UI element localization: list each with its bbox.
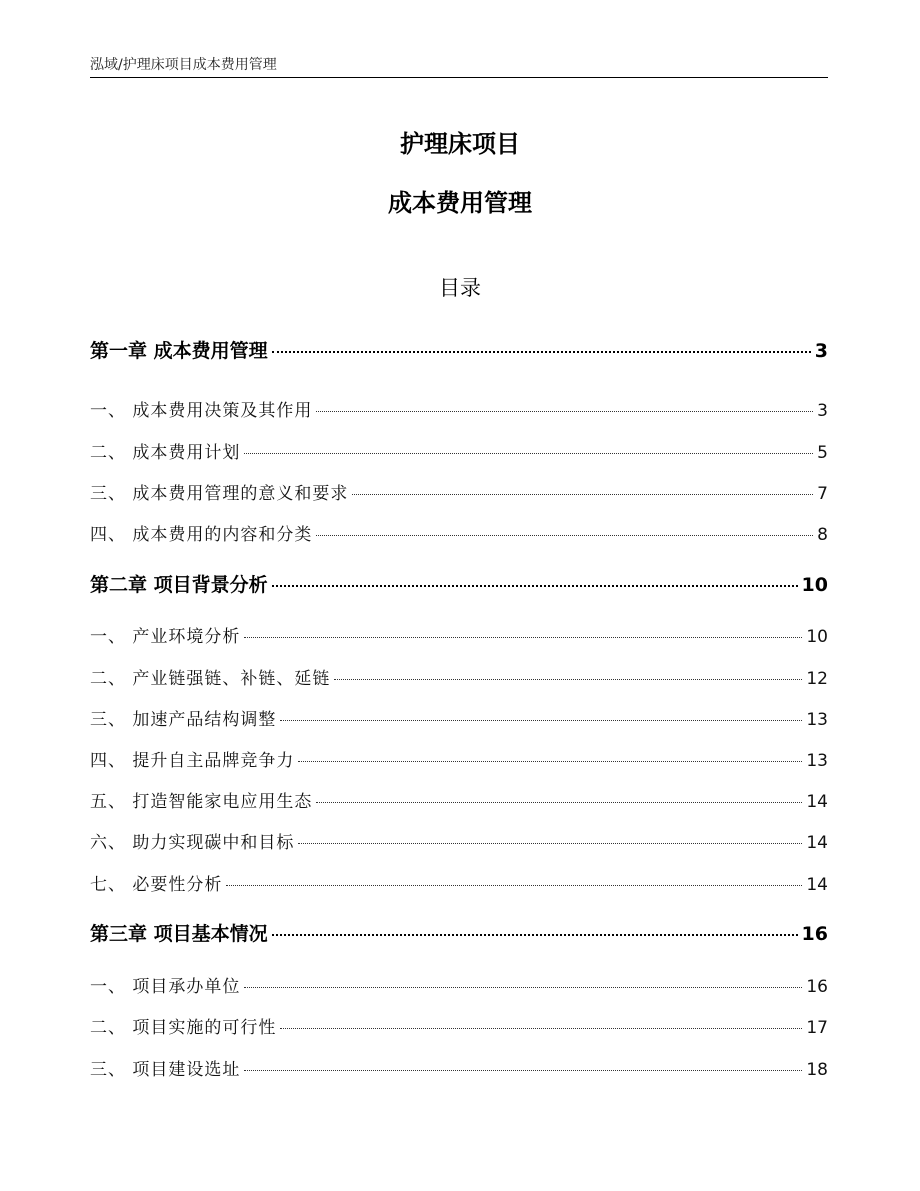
toc-entry-label: 一、 项目承办单位 (90, 977, 241, 997)
toc-entry-label: 三、 成本费用管理的意义和要求 (90, 484, 349, 504)
toc-entry-label: 第三章 项目基本情况 (90, 923, 268, 945)
toc-section-entry[interactable] (90, 396, 828, 421)
toc-section-entry[interactable] (90, 972, 828, 997)
toc-entry-label: 一、 产业环境分析 (90, 627, 241, 647)
toc-page-number: 7 (817, 484, 828, 504)
toc-page-number: 17 (806, 1018, 828, 1038)
toc-chapter-entry[interactable] (90, 919, 828, 946)
toc-dot-leader (316, 411, 813, 412)
toc-page-number: 13 (806, 751, 828, 771)
toc-page-number: 13 (806, 710, 828, 730)
toc-dot-leader (280, 1028, 802, 1029)
toc-dot-leader (226, 885, 802, 886)
toc-entry-label: 二、 项目实施的可行性 (90, 1018, 277, 1038)
toc-section-entry[interactable] (90, 438, 828, 463)
toc-page-number: 14 (806, 792, 828, 812)
toc-page-number: 8 (817, 525, 828, 545)
toc-entry-label: 三、 项目建设选址 (90, 1060, 241, 1080)
toc-dot-leader (280, 720, 802, 721)
toc-dot-leader (244, 637, 802, 638)
toc-section-entry[interactable] (90, 479, 828, 504)
toc-entry-label: 三、 加速产品结构调整 (90, 710, 277, 730)
toc-page-number: 16 (801, 923, 828, 945)
toc-page-number: 3 (817, 401, 828, 421)
toc-entry-label: 二、 成本费用计划 (90, 443, 241, 463)
toc-entry-label: 五、 打造智能家电应用生态 (90, 792, 313, 812)
toc-page-number: 14 (806, 833, 828, 853)
toc-dot-leader (316, 802, 802, 803)
toc-page-number: 5 (817, 443, 828, 463)
toc-entry-label: 一、 成本费用决策及其作用 (90, 401, 313, 421)
toc-page-number: 10 (806, 627, 828, 647)
toc-entry-label: 第一章 成本费用管理 (90, 340, 268, 362)
toc-dot-leader (244, 1070, 802, 1071)
toc-dot-leader (316, 535, 813, 536)
toc-section-entry[interactable] (90, 828, 828, 853)
toc-dot-leader (244, 453, 813, 454)
toc-entry-label: 四、 提升自主品牌竞争力 (90, 751, 295, 771)
toc-entry-label: 六、 助力实现碳中和目标 (90, 833, 295, 853)
toc-section-entry[interactable] (90, 787, 828, 812)
toc-section-entry[interactable] (90, 520, 828, 545)
toc-page-number: 12 (806, 669, 828, 689)
toc-section-entry[interactable] (90, 746, 828, 771)
toc-page-number: 10 (801, 574, 828, 596)
toc-entry-label: 第二章 项目背景分析 (90, 574, 268, 596)
toc-entry-label: 二、 产业链强链、补链、延链 (90, 669, 331, 689)
toc-dot-leader (298, 761, 802, 762)
toc-section-entry[interactable] (90, 664, 828, 689)
toc-chapter-entry[interactable] (90, 336, 828, 363)
toc-dot-leader (272, 934, 798, 936)
toc-heading: 目录 (439, 276, 481, 300)
toc-dot-leader (352, 494, 813, 495)
toc-section-entry[interactable] (90, 1013, 828, 1038)
toc-page-number: 14 (806, 875, 828, 895)
page-header: 泓域/护理床项目成本费用管理 (90, 57, 277, 73)
toc-entry-label: 四、 成本费用的内容和分类 (90, 525, 313, 545)
toc-page-number: 18 (806, 1060, 828, 1080)
toc-section-entry[interactable] (90, 870, 828, 895)
toc-chapter-entry[interactable] (90, 570, 828, 597)
toc-dot-leader (298, 843, 802, 844)
toc-page-number: 16 (806, 977, 828, 997)
toc-section-entry[interactable] (90, 705, 828, 730)
toc-entry-label: 七、 必要性分析 (90, 875, 223, 895)
toc-dot-leader (272, 351, 811, 353)
toc-dot-leader (244, 987, 802, 988)
document-title-line2: 成本费用管理 (388, 189, 532, 217)
toc-dot-leader (272, 585, 798, 587)
header-rule (90, 77, 828, 78)
toc-section-entry[interactable] (90, 622, 828, 647)
toc-page-number: 3 (814, 340, 828, 362)
document-title-line1: 护理床项目 (400, 130, 520, 158)
toc-section-entry[interactable] (90, 1055, 828, 1080)
toc-dot-leader (334, 679, 802, 680)
